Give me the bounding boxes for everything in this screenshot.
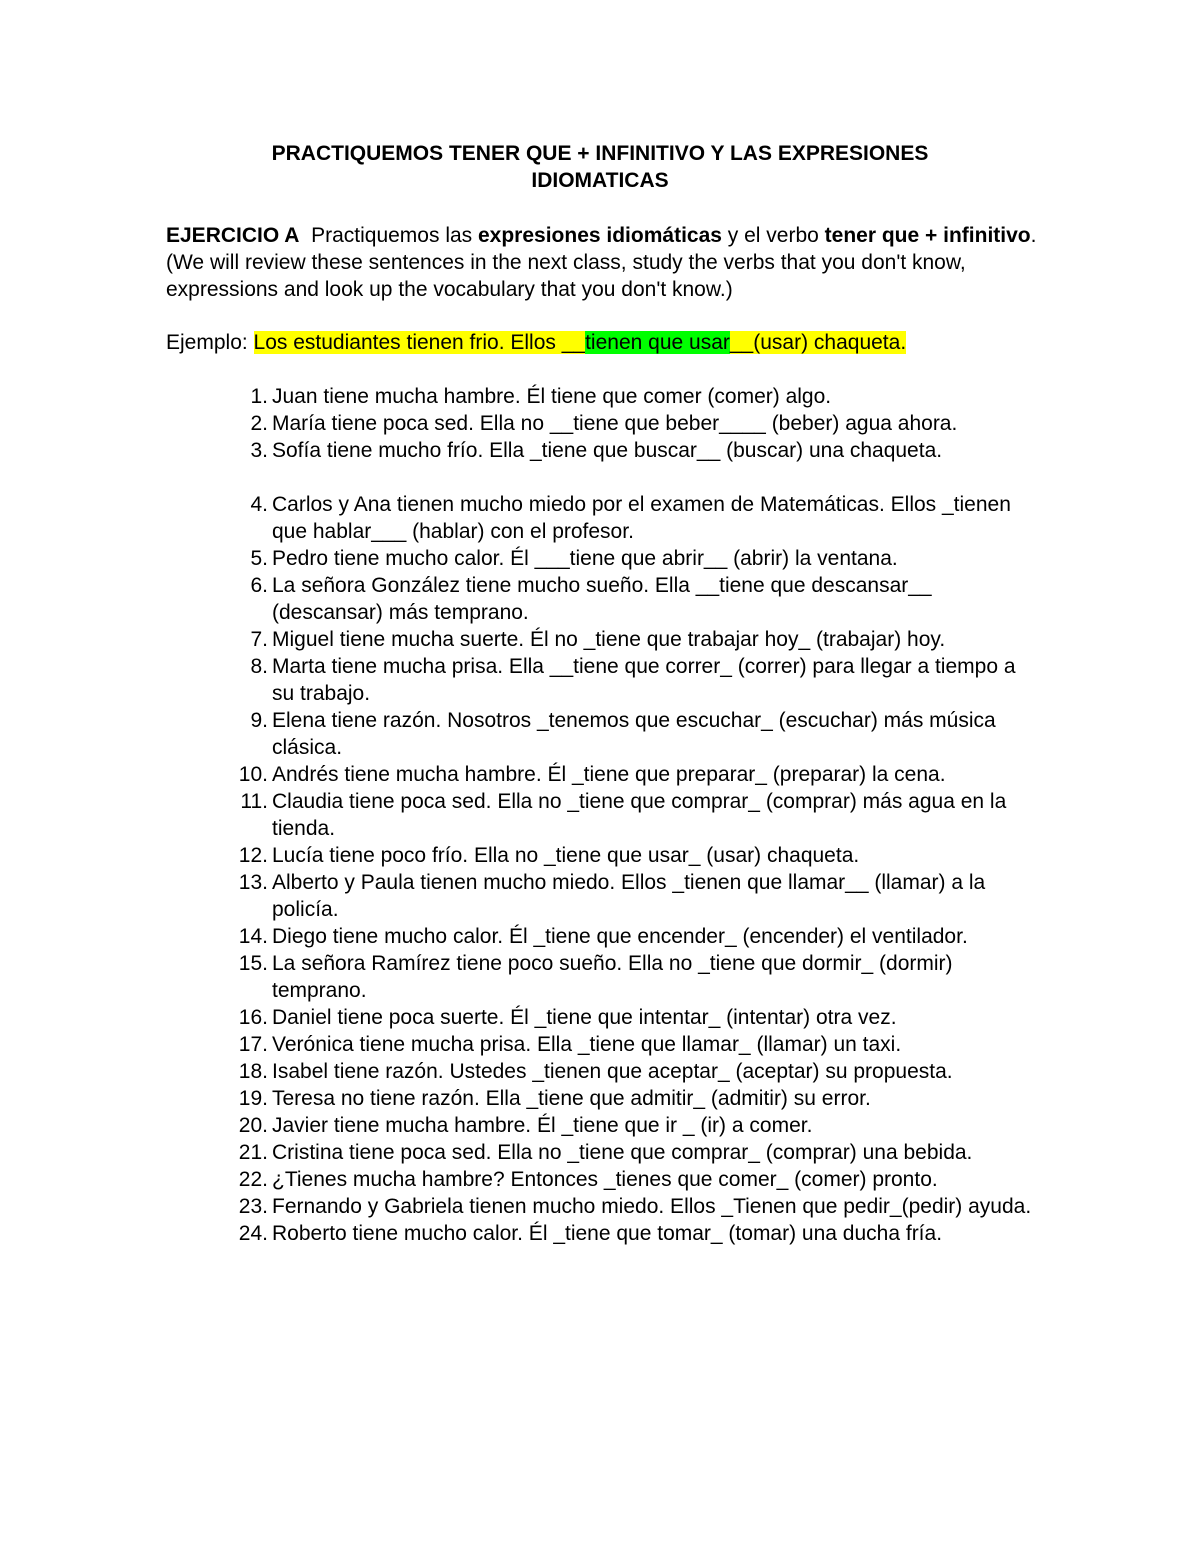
item-text: Lucía tiene poco frío. Ella no _tiene que usar_ (usar) chaqueta. <box>272 844 860 867</box>
item-number: 3. <box>250 439 268 462</box>
item-number: 19. <box>238 1087 268 1110</box>
item-text: Claudia tiene poca sed. Ella no _tiene que comprar_ (comprar) más agua en la tienda. <box>272 790 1007 840</box>
item-number: 2. <box>250 412 268 435</box>
item-text: Andrés tiene mucha hambre. Él _tiene que preparar_ (preparar) la cena. <box>272 763 946 786</box>
item-number: 6. <box>250 574 268 597</box>
item-text: Daniel tiene poca suerte. Él _tiene que intentar_ (intentar) otra vez. <box>272 1006 897 1029</box>
item-number: 12. <box>238 844 268 867</box>
list-item <box>0 653 1032 707</box>
item-number: 22. <box>238 1168 268 1191</box>
list-item <box>0 410 1032 437</box>
item-number: 5. <box>250 547 268 570</box>
list-item <box>0 437 1032 464</box>
item-text: Carlos y Ana tienen mucho miedo por el examen de Matemáticas. Ellos _tienen que hablar___ (hablar) con el profesor. <box>272 493 1011 543</box>
item-text: Elena tiene razón. Nosotros _tenemos que escuchar_ (escuchar) más música clásica. <box>272 709 996 759</box>
item-text: Marta tiene mucha prisa. Ella __tiene que correr_ (correr) para llegar a tiempo a su trabajo. <box>272 655 1016 705</box>
item-text: María tiene poca sed. Ella no __tiene que beber____ (beber) agua ahora. <box>272 412 958 435</box>
item-text: Miguel tiene mucha suerte. Él no _tiene que trabajar hoy_ (trabajar) hoy. <box>272 628 946 651</box>
item-number: 10. <box>238 763 268 786</box>
list-item <box>0 491 1032 545</box>
item-text: Verónica tiene mucha prisa. Ella _tiene que llamar_ (llamar) un taxi. <box>272 1033 902 1056</box>
item-text: Cristina tiene poca sed. Ella no _tiene que comprar_ (comprar) una bebida. <box>272 1141 973 1164</box>
exercise-label: EJERCICIO A <box>166 224 300 247</box>
instructions-bold-2: tener que + infinitivo <box>824 224 1031 247</box>
item-number: 20. <box>238 1114 268 1137</box>
example-answer: tienen que usar <box>585 331 730 354</box>
item-text: Diego tiene mucho calor. Él _tiene que encender_ (encender) el ventilador. <box>272 925 968 948</box>
instructions-text-3: . (We will review these sentences in the next class, study the verbs that you don't know, expressions and look up the vocabulary that you don't know.) <box>166 224 1037 301</box>
list-item <box>0 1031 1032 1058</box>
item-number: 1. <box>250 385 268 408</box>
item-number: 13. <box>238 871 268 894</box>
list-item <box>0 1139 1032 1166</box>
item-text: La señora Ramírez tiene poco sueño. Ella no _tiene que dormir_ (dormir) temprano. <box>272 952 953 1002</box>
item-text: Isabel tiene razón. Ustedes _tienen que aceptar_ (aceptar) su propuesta. <box>272 1060 953 1083</box>
item-number: 9. <box>250 709 268 732</box>
item-text: Fernando y Gabriela tienen mucho miedo. Ellos _Tienen que pedir_(pedir) ayuda. <box>272 1195 1032 1218</box>
item-text: La señora González tiene mucho sueño. Ella __tiene que descansar__ (descansar) más temprano. <box>272 574 932 624</box>
item-number: 23. <box>238 1195 268 1218</box>
list-item <box>0 842 1032 869</box>
example-sentence <box>166 329 1066 356</box>
item-text: Juan tiene mucha hambre. Él tiene que comer (comer) algo. <box>272 385 832 408</box>
title-line-2: IDIOMATICAS <box>531 169 669 192</box>
item-text: Javier tiene mucha hambre. Él _tiene que ir _ (ir) a comer. <box>272 1114 813 1137</box>
item-text: ¿Tienes mucha hambre? Entonces _tienes que comer_ (comer) pronto. <box>272 1168 938 1191</box>
example-part-1: Los estudiantes tienen frio. Ellos __ <box>253 331 586 354</box>
item-number: 17. <box>238 1033 268 1056</box>
item-number: 16. <box>238 1006 268 1029</box>
list-item <box>0 1166 1032 1193</box>
list-item <box>0 383 1032 410</box>
list-item <box>0 950 1032 1004</box>
list-item <box>0 761 1032 788</box>
list-item <box>0 1112 1032 1139</box>
item-text: Roberto tiene mucho calor. Él _tiene que tomar_ (tomar) una ducha fría. <box>272 1222 943 1245</box>
item-number: 11. <box>240 790 268 813</box>
item-text: Teresa no tiene razón. Ella _tiene que admitir_ (admitir) su error. <box>272 1087 871 1110</box>
list-item <box>0 1058 1032 1085</box>
list-item <box>0 788 1032 842</box>
instructions-text-1: Practiquemos las <box>299 224 478 247</box>
page-title <box>166 140 1034 194</box>
exercise-list <box>0 383 1100 1247</box>
example-part-2: __(usar) chaqueta. <box>729 331 907 354</box>
list-item <box>0 545 1032 572</box>
item-number: 8. <box>250 655 268 678</box>
instructions-text-2: y el verbo <box>721 224 825 247</box>
exercise-instructions <box>166 222 1046 303</box>
list-item <box>0 1193 1032 1220</box>
item-number: 4. <box>250 493 268 516</box>
item-number: 15. <box>238 952 268 975</box>
item-text: Alberto y Paula tienen mucho miedo. Ellos _tienen que llamar__ (llamar) a la policía. <box>272 871 986 921</box>
instructions-bold-1: expresiones idiomáticas <box>478 224 722 247</box>
item-text: Pedro tiene mucho calor. Él ___tiene que abrir__ (abrir) la ventana. <box>272 547 898 570</box>
item-number: 14. <box>238 925 268 948</box>
list-item <box>0 707 1032 761</box>
list-item <box>0 923 1032 950</box>
item-number: 24. <box>238 1222 268 1245</box>
list-item <box>0 1220 1032 1247</box>
item-text: Sofía tiene mucho frío. Ella _tiene que buscar__ (buscar) una chaqueta. <box>272 439 943 462</box>
item-number: 18. <box>238 1060 268 1083</box>
item-number: 7. <box>250 628 268 651</box>
list-item <box>0 869 1032 923</box>
list-item <box>0 572 1032 626</box>
item-number: 21. <box>238 1141 268 1164</box>
example-label: Ejemplo: <box>166 331 254 354</box>
list-item <box>0 626 1032 653</box>
title-line-1: PRACTIQUEMOS TENER QUE + INFINITIVO Y LAS EXPRESIONES <box>271 142 929 165</box>
list-item <box>0 1085 1032 1112</box>
list-item <box>0 1004 1032 1031</box>
